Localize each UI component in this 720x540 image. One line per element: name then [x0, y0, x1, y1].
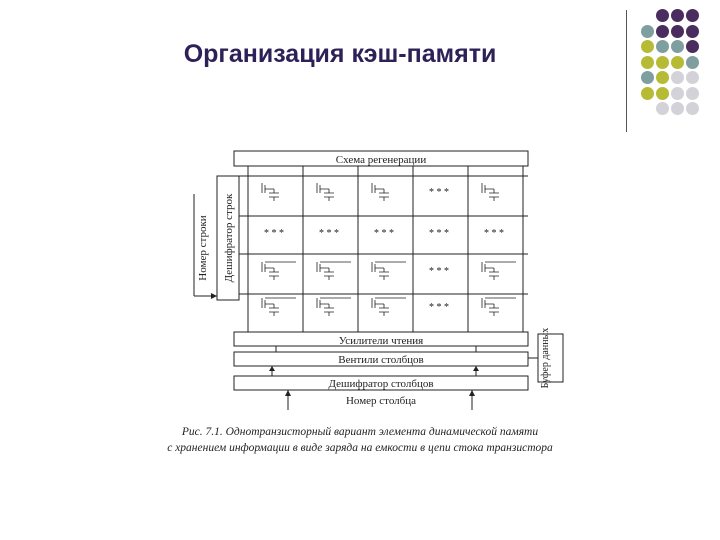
- transistor: [372, 262, 384, 272]
- transistor: [482, 183, 494, 193]
- transistor: [317, 262, 329, 272]
- transistor: [482, 262, 494, 272]
- column-number-label: Номер столбца: [345, 395, 417, 407]
- slide-title: Организация кэш-памяти: [183, 40, 497, 68]
- ellipsis-label: * * *: [484, 228, 504, 239]
- capacitor: [379, 304, 389, 316]
- capacitor: [324, 189, 334, 201]
- capacitor: [324, 268, 334, 280]
- column-gates-label: Вентили столбцов: [338, 354, 424, 366]
- figure-caption: [110, 424, 610, 456]
- transistor: [262, 183, 274, 193]
- regeneration-label: Схема регенерации: [335, 154, 427, 166]
- transistor: [372, 298, 384, 308]
- sense-amps-label: Усилители чтения: [338, 335, 424, 347]
- capacitor: [489, 304, 499, 316]
- ellipsis-label: * * *: [319, 228, 339, 239]
- capacitor: [269, 304, 279, 316]
- row-number-label: Номер строки: [197, 215, 209, 281]
- capacitor: [269, 268, 279, 280]
- data-buffer-label: Буфер данных: [540, 327, 551, 389]
- transistor: [262, 262, 274, 272]
- caption-line-1: Рис. 7.1. Однотранзисторный вариант элемента динамической памяти: [181, 426, 539, 438]
- row-decoder-label: Дешифратор строк: [223, 193, 235, 283]
- capacitor: [489, 189, 499, 201]
- transistor: [372, 183, 384, 193]
- ellipsis-label: * * *: [264, 228, 284, 239]
- capacitor: [324, 304, 334, 316]
- ellipsis-label: * * *: [429, 228, 449, 239]
- capacitor: [269, 189, 279, 201]
- capacitor: [379, 189, 389, 201]
- ellipsis-label: * * *: [429, 187, 449, 198]
- ellipsis-label: * * *: [429, 266, 449, 277]
- caption-line-2: с хранением информации в виде заряда на емкости в цепи стока транзистора: [167, 442, 553, 454]
- transistor: [482, 298, 494, 308]
- ellipsis-label: * * *: [374, 228, 394, 239]
- capacitor: [489, 268, 499, 280]
- capacitor: [379, 268, 389, 280]
- transistor: [262, 298, 274, 308]
- column-decoder-label: Дешифратор столбцов: [328, 378, 434, 390]
- memory-matrix: [239, 166, 528, 332]
- transistor: [317, 298, 329, 308]
- row-number-arrowhead: [211, 293, 217, 299]
- ellipsis-label: * * *: [429, 302, 449, 313]
- transistor: [317, 183, 329, 193]
